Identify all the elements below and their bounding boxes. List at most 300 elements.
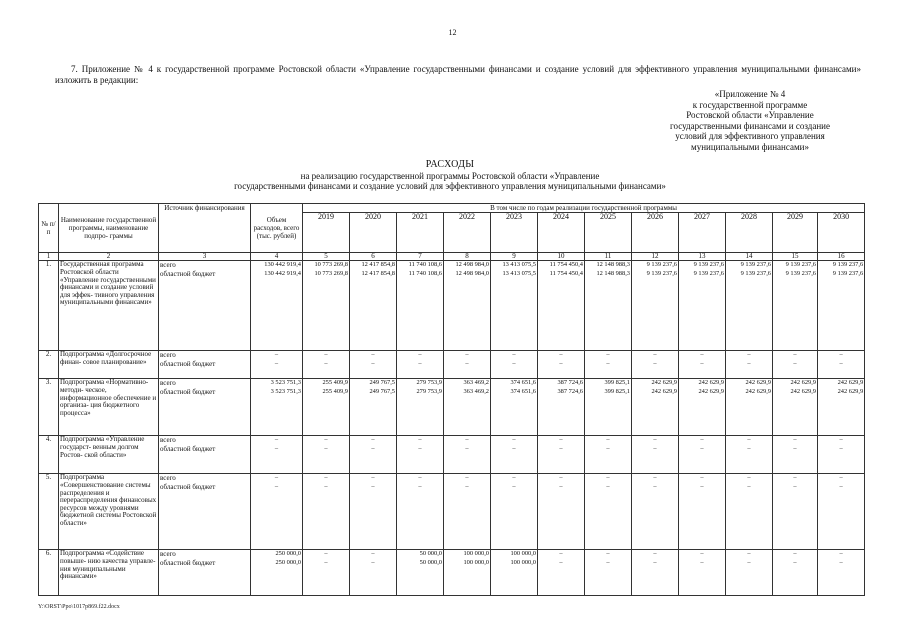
value-line: –	[512, 482, 516, 490]
value-line: 249 767,5	[369, 387, 395, 395]
year-value-2020	[350, 351, 397, 379]
value-line: –	[465, 474, 469, 482]
year-value-2025	[585, 261, 632, 351]
year-value-2027	[679, 550, 726, 596]
value-line: 9 139 237,6	[646, 269, 677, 277]
column-number: 9	[491, 253, 538, 261]
year-value-2027	[679, 351, 726, 379]
funding-source	[159, 474, 251, 550]
value-line: –	[700, 550, 704, 558]
value-line: –	[418, 436, 422, 444]
year-value-2019	[303, 550, 350, 596]
program-name: Подпрограмма «Нормативно-методи- ческое, информационное обеспечение и организа- ция бюджетного процесса»	[59, 379, 159, 436]
year-value-2021	[397, 261, 444, 351]
year-value-2020	[350, 550, 397, 596]
value-line: –	[606, 482, 610, 490]
year-value-2020	[350, 474, 397, 550]
value-line: 9 139 237,6	[832, 269, 864, 277]
year-value-2029	[773, 261, 818, 351]
funding-source-line: всего	[160, 436, 176, 445]
table-row	[39, 436, 865, 474]
value-line: –	[793, 482, 797, 490]
value-line: –	[324, 482, 328, 490]
value-line: 242 629,9	[837, 379, 864, 387]
year-value-2019	[303, 351, 350, 379]
value-line: 9 139 237,6	[785, 269, 816, 277]
value-line: –	[512, 436, 516, 444]
year-value-2026	[632, 436, 679, 474]
funding-source-line: всего	[160, 379, 176, 388]
value-line: –	[559, 550, 563, 558]
intro-paragraph: 7. Приложение № 4 к государственной программе Ростовской области «Управление государственными финансами и создание условий для эффективного управления муниципальными финансами» изложить в редакции:	[55, 64, 861, 85]
value-line: –	[839, 558, 843, 566]
funding-source	[159, 351, 251, 379]
appendix-line: муниципальными финансами»	[691, 141, 809, 152]
appendix-line: «Приложение № 4	[714, 89, 786, 99]
year-value-2025	[585, 351, 632, 379]
column-numbers-row	[39, 253, 865, 261]
value-line: –	[465, 359, 469, 367]
expenses-table	[38, 203, 865, 596]
value-line: –	[512, 444, 516, 452]
value-line: 10 773 269,8	[314, 269, 348, 277]
value-line: –	[274, 359, 279, 367]
year-value-2024	[538, 261, 585, 351]
funding-source-line: областной бюджет	[160, 359, 216, 368]
table-row	[39, 379, 865, 436]
value-line: –	[465, 444, 469, 452]
appendix-line: условий для эффективного управления	[675, 131, 825, 141]
value-line: –	[465, 351, 469, 359]
value-line: –	[559, 444, 563, 452]
value-line: –	[793, 436, 797, 444]
value-line: 242 629,9	[651, 379, 677, 387]
total-expenses	[251, 261, 303, 351]
column-number: 15	[773, 253, 818, 261]
year-value-2021	[397, 436, 444, 474]
value-line: 242 629,9	[790, 379, 816, 387]
column-number: 13	[679, 253, 726, 261]
column-number: 11	[585, 253, 632, 261]
value-line: 50 000,0	[419, 558, 442, 566]
value-line: –	[606, 444, 610, 452]
value-line: –	[371, 359, 375, 367]
value-line: 50 000,0	[419, 550, 442, 558]
row-number: 1.	[39, 261, 59, 351]
year-value-2025	[585, 550, 632, 596]
year-value-2024	[538, 550, 585, 596]
value-line: –	[606, 474, 610, 482]
value-line: –	[274, 444, 279, 452]
value-line: 9 139 237,6	[832, 261, 864, 269]
year-value-2030	[818, 351, 865, 379]
year-value-2021	[397, 474, 444, 550]
value-line: –	[606, 351, 610, 359]
value-line: –	[274, 436, 279, 444]
value-line: –	[700, 359, 704, 367]
footer-file-path: Y:\ORST\Ppo\1017p869.f22.docx	[38, 604, 120, 610]
year-value-2024	[538, 351, 585, 379]
year-value-2023	[491, 261, 538, 351]
value-line: –	[839, 359, 843, 367]
year-value-2025	[585, 474, 632, 550]
value-line: 250 000,0	[275, 550, 301, 558]
value-line: –	[559, 482, 563, 490]
value-line: –	[274, 474, 279, 482]
year-value-2027	[679, 436, 726, 474]
title-line-2: государственными финансами и создание условий для эффективного управления муниципальными финансами»	[234, 181, 666, 191]
row-number: 5.	[39, 474, 59, 550]
document-title	[150, 160, 750, 192]
value-line: –	[700, 436, 704, 444]
header-year-2027: 2027	[679, 213, 726, 253]
value-line: –	[793, 558, 797, 566]
year-value-2023	[491, 436, 538, 474]
year-value-2026	[632, 261, 679, 351]
value-line: 13 413 075,5	[502, 269, 536, 277]
year-value-2030	[818, 436, 865, 474]
value-line: 3 523 751,3	[270, 379, 301, 387]
value-line: 242 629,9	[790, 387, 816, 395]
value-line: 279 753,9	[416, 387, 442, 395]
header-year-2030: 2030	[818, 213, 865, 253]
value-line: –	[793, 550, 797, 558]
year-value-2029	[773, 351, 818, 379]
value-line: 9 139 237,6	[785, 261, 816, 269]
row-number: 2.	[39, 351, 59, 379]
value-line: –	[324, 444, 328, 452]
funding-source-line: всего	[160, 550, 176, 559]
value-line: –	[559, 351, 563, 359]
value-line: –	[793, 359, 797, 367]
value-line: 387 724,6	[557, 387, 583, 395]
funding-source	[159, 261, 251, 351]
value-line: –	[747, 550, 751, 558]
year-value-2019	[303, 436, 350, 474]
value-line: 9 139 237,6	[693, 261, 724, 269]
column-number: 14	[726, 253, 773, 261]
value-line: 399 825,1	[604, 379, 630, 387]
value-line: –	[559, 558, 563, 566]
value-line: –	[747, 474, 751, 482]
funding-source-line: областной бюджет	[160, 387, 216, 396]
funding-source-line: областной бюджет	[160, 444, 216, 453]
column-number: 12	[632, 253, 679, 261]
value-line: 100 000,0	[463, 558, 489, 566]
program-name: Государственная программа Ростовской области «Управление государственными финансами и создание условий для эффек- тивного управления муниципальными финансами»	[59, 261, 159, 351]
value-line: 12 417 854,8	[361, 261, 395, 269]
value-line: –	[653, 550, 657, 558]
year-value-2023	[491, 474, 538, 550]
year-value-2027	[679, 474, 726, 550]
value-line: 12 498 984,0	[455, 269, 489, 277]
year-value-2030	[818, 261, 865, 351]
value-line: –	[700, 444, 704, 452]
table-row	[39, 351, 865, 379]
funding-source-line: всего	[160, 261, 176, 270]
value-line: 100 000,0	[510, 558, 536, 566]
value-line: –	[418, 351, 422, 359]
column-number: 2	[59, 253, 159, 261]
funding-source-line: всего	[160, 474, 176, 483]
year-value-2030	[818, 379, 865, 436]
column-number: 16	[818, 253, 865, 261]
value-line: 242 629,9	[745, 379, 771, 387]
value-line: 374 651,6	[510, 379, 536, 387]
row-number: 3.	[39, 379, 59, 436]
year-value-2022	[444, 550, 491, 596]
header-year-2029: 2029	[773, 213, 818, 253]
header-year-2019: 2019	[303, 213, 350, 253]
value-line: 3 523 751,3	[270, 387, 301, 395]
row-number: 4.	[39, 436, 59, 474]
value-line: –	[559, 359, 563, 367]
value-line: 255 409,9	[322, 379, 348, 387]
value-line: –	[653, 359, 657, 367]
header-years-group: В том числе по годам реализации государственной программы	[303, 204, 865, 213]
value-line: –	[606, 359, 610, 367]
value-line: –	[371, 351, 375, 359]
value-line: –	[839, 474, 843, 482]
value-line: –	[606, 436, 610, 444]
value-line: 11 754 450,4	[549, 261, 583, 269]
title-line-1: на реализацию государственной программы Ростовской области «Управление	[300, 170, 600, 181]
appendix-line: государственными финансами и создание	[670, 120, 830, 131]
total-expenses	[251, 474, 303, 550]
header-year-2023: 2023	[491, 213, 538, 253]
total-expenses	[251, 379, 303, 436]
funding-source	[159, 550, 251, 596]
value-line: 242 629,9	[698, 379, 724, 387]
value-line: –	[324, 474, 328, 482]
value-line: 399 825,1	[604, 387, 630, 395]
value-line: 9 139 237,6	[693, 269, 724, 277]
value-line: –	[559, 474, 563, 482]
value-line: 11 740 108,6	[408, 261, 442, 269]
value-line: –	[465, 436, 469, 444]
appendix-note	[630, 89, 870, 152]
value-line: –	[747, 351, 751, 359]
header-year-2028: 2028	[726, 213, 773, 253]
column-number: 5	[303, 253, 350, 261]
year-value-2019	[303, 474, 350, 550]
year-value-2029	[773, 550, 818, 596]
value-line: –	[747, 436, 751, 444]
program-name: Подпрограмма «Совершенствование системы распределения и перераспределения финансовых ресурсов между уровнями бюджетной системы Ростовской области»	[59, 474, 159, 550]
header-year-2024: 2024	[538, 213, 585, 253]
value-line: –	[324, 351, 328, 359]
year-value-2029	[773, 379, 818, 436]
header-year-2025: 2025	[585, 213, 632, 253]
table-row	[39, 474, 865, 550]
value-line: –	[747, 359, 751, 367]
value-line: –	[274, 482, 279, 490]
year-value-2027	[679, 261, 726, 351]
year-value-2028	[726, 474, 773, 550]
year-value-2028	[726, 550, 773, 596]
value-line: –	[371, 482, 375, 490]
year-value-2021	[397, 379, 444, 436]
value-line: –	[700, 482, 704, 490]
funding-source-line: областной бюджет	[160, 558, 216, 567]
value-line: 387 724,6	[557, 379, 583, 387]
year-value-2028	[726, 351, 773, 379]
year-value-2020	[350, 379, 397, 436]
value-line: –	[700, 351, 704, 359]
column-number: 1	[39, 253, 59, 261]
year-value-2020	[350, 436, 397, 474]
header-num: № п/п	[39, 204, 59, 253]
value-line: –	[418, 474, 422, 482]
value-line: –	[839, 550, 843, 558]
title-heading: РАСХОДЫ	[425, 159, 475, 170]
header-total: Объем расходов, всего (тыс. рублей)	[251, 204, 303, 253]
value-line: –	[371, 558, 375, 566]
value-line: –	[324, 436, 328, 444]
value-line: 9 139 237,6	[740, 261, 771, 269]
value-line: 250 000,0	[275, 558, 301, 566]
value-line: –	[512, 351, 516, 359]
value-line: –	[653, 444, 657, 452]
appendix-line: Ростовской области «Управление	[686, 110, 814, 120]
year-value-2019	[303, 379, 350, 436]
column-number: 6	[350, 253, 397, 261]
value-line: 249 767,5	[369, 379, 395, 387]
year-value-2028	[726, 436, 773, 474]
year-value-2024	[538, 379, 585, 436]
value-line: –	[653, 474, 657, 482]
value-line: –	[793, 444, 797, 452]
year-value-2028	[726, 379, 773, 436]
year-value-2022	[444, 351, 491, 379]
value-line: –	[653, 482, 657, 490]
column-number: 3	[159, 253, 251, 261]
table-row	[39, 261, 865, 351]
funding-source	[159, 379, 251, 436]
value-line: 242 629,9	[745, 387, 771, 395]
value-line: –	[324, 550, 328, 558]
value-line: –	[274, 351, 279, 359]
column-number: 8	[444, 253, 491, 261]
funding-source-line: всего	[160, 351, 176, 360]
value-line: –	[512, 359, 516, 367]
value-line: –	[371, 444, 375, 452]
value-line: 100 000,0	[510, 550, 536, 558]
year-value-2026	[632, 474, 679, 550]
value-line: –	[418, 359, 422, 367]
value-line: –	[371, 436, 375, 444]
program-name: Подпрограмма «Долгосрочное финан- совое планирование»	[59, 351, 159, 379]
year-value-2030	[818, 474, 865, 550]
value-line: 255 409,9	[322, 387, 348, 395]
value-line: 130 442 919,4	[264, 269, 301, 277]
funding-source	[159, 436, 251, 474]
value-line: 363 469,2	[463, 379, 489, 387]
row-number: 6.	[39, 550, 59, 596]
value-line: –	[512, 474, 516, 482]
value-line: 9 139 237,6	[646, 261, 677, 269]
value-line: –	[839, 444, 843, 452]
value-line: –	[371, 474, 375, 482]
page-number: 12	[448, 28, 457, 37]
year-value-2021	[397, 351, 444, 379]
value-line: –	[839, 482, 843, 490]
year-value-2021	[397, 550, 444, 596]
value-line: –	[606, 550, 610, 558]
value-line: 12 148 988,3	[596, 261, 630, 269]
year-value-2020	[350, 261, 397, 351]
year-value-2024	[538, 436, 585, 474]
year-value-2022	[444, 261, 491, 351]
value-line: –	[465, 482, 469, 490]
value-line: 11 740 108,6	[408, 269, 442, 277]
value-line: –	[559, 436, 563, 444]
value-line: –	[839, 436, 843, 444]
value-line: 13 413 075,5	[502, 261, 536, 269]
value-line: 279 753,9	[416, 379, 442, 387]
program-name: Подпрограмма «Управление государст- венным долгом Ростов- ской области»	[59, 436, 159, 474]
value-line: 100 000,0	[463, 550, 489, 558]
value-line: –	[418, 444, 422, 452]
column-number: 7	[397, 253, 444, 261]
year-value-2024	[538, 474, 585, 550]
funding-source-line: областной бюджет	[160, 269, 216, 278]
value-line: 374 651,6	[510, 387, 536, 395]
value-line: –	[324, 359, 328, 367]
header-year-2026: 2026	[632, 213, 679, 253]
table-row	[39, 550, 865, 596]
program-name: Подпрограмма «Содействие повыше- нию качества управле- ния муниципальными финансами»	[59, 550, 159, 596]
header-year-2020: 2020	[350, 213, 397, 253]
funding-source-line: областной бюджет	[160, 482, 216, 491]
value-line: –	[793, 474, 797, 482]
table-body	[39, 253, 865, 596]
value-line: –	[653, 558, 657, 566]
header-source: Источник финансирования	[159, 204, 251, 253]
value-line: 130 442 919,4	[264, 261, 301, 269]
year-value-2027	[679, 379, 726, 436]
year-value-2029	[773, 474, 818, 550]
year-value-2029	[773, 436, 818, 474]
value-line: –	[324, 558, 328, 566]
value-line: –	[653, 436, 657, 444]
year-value-2030	[818, 550, 865, 596]
value-line: 11 754 450,4	[549, 269, 583, 277]
value-line: –	[747, 482, 751, 490]
value-line: –	[700, 474, 704, 482]
year-value-2022	[444, 379, 491, 436]
year-value-2022	[444, 474, 491, 550]
total-expenses	[251, 550, 303, 596]
appendix-line: к государственной программе	[692, 99, 808, 110]
value-line: –	[793, 351, 797, 359]
year-value-2022	[444, 436, 491, 474]
year-value-2025	[585, 379, 632, 436]
total-expenses	[251, 436, 303, 474]
value-line: 12 417 854,8	[361, 269, 395, 277]
value-line: –	[371, 550, 375, 558]
year-value-2023	[491, 379, 538, 436]
value-line: –	[700, 558, 704, 566]
value-line: 12 148 988,3	[596, 269, 630, 277]
column-number: 4	[251, 253, 303, 261]
year-value-2028	[726, 261, 773, 351]
value-line: –	[418, 482, 422, 490]
value-line: –	[747, 558, 751, 566]
value-line: 9 139 237,6	[740, 269, 771, 277]
year-value-2025	[585, 436, 632, 474]
year-value-2026	[632, 379, 679, 436]
